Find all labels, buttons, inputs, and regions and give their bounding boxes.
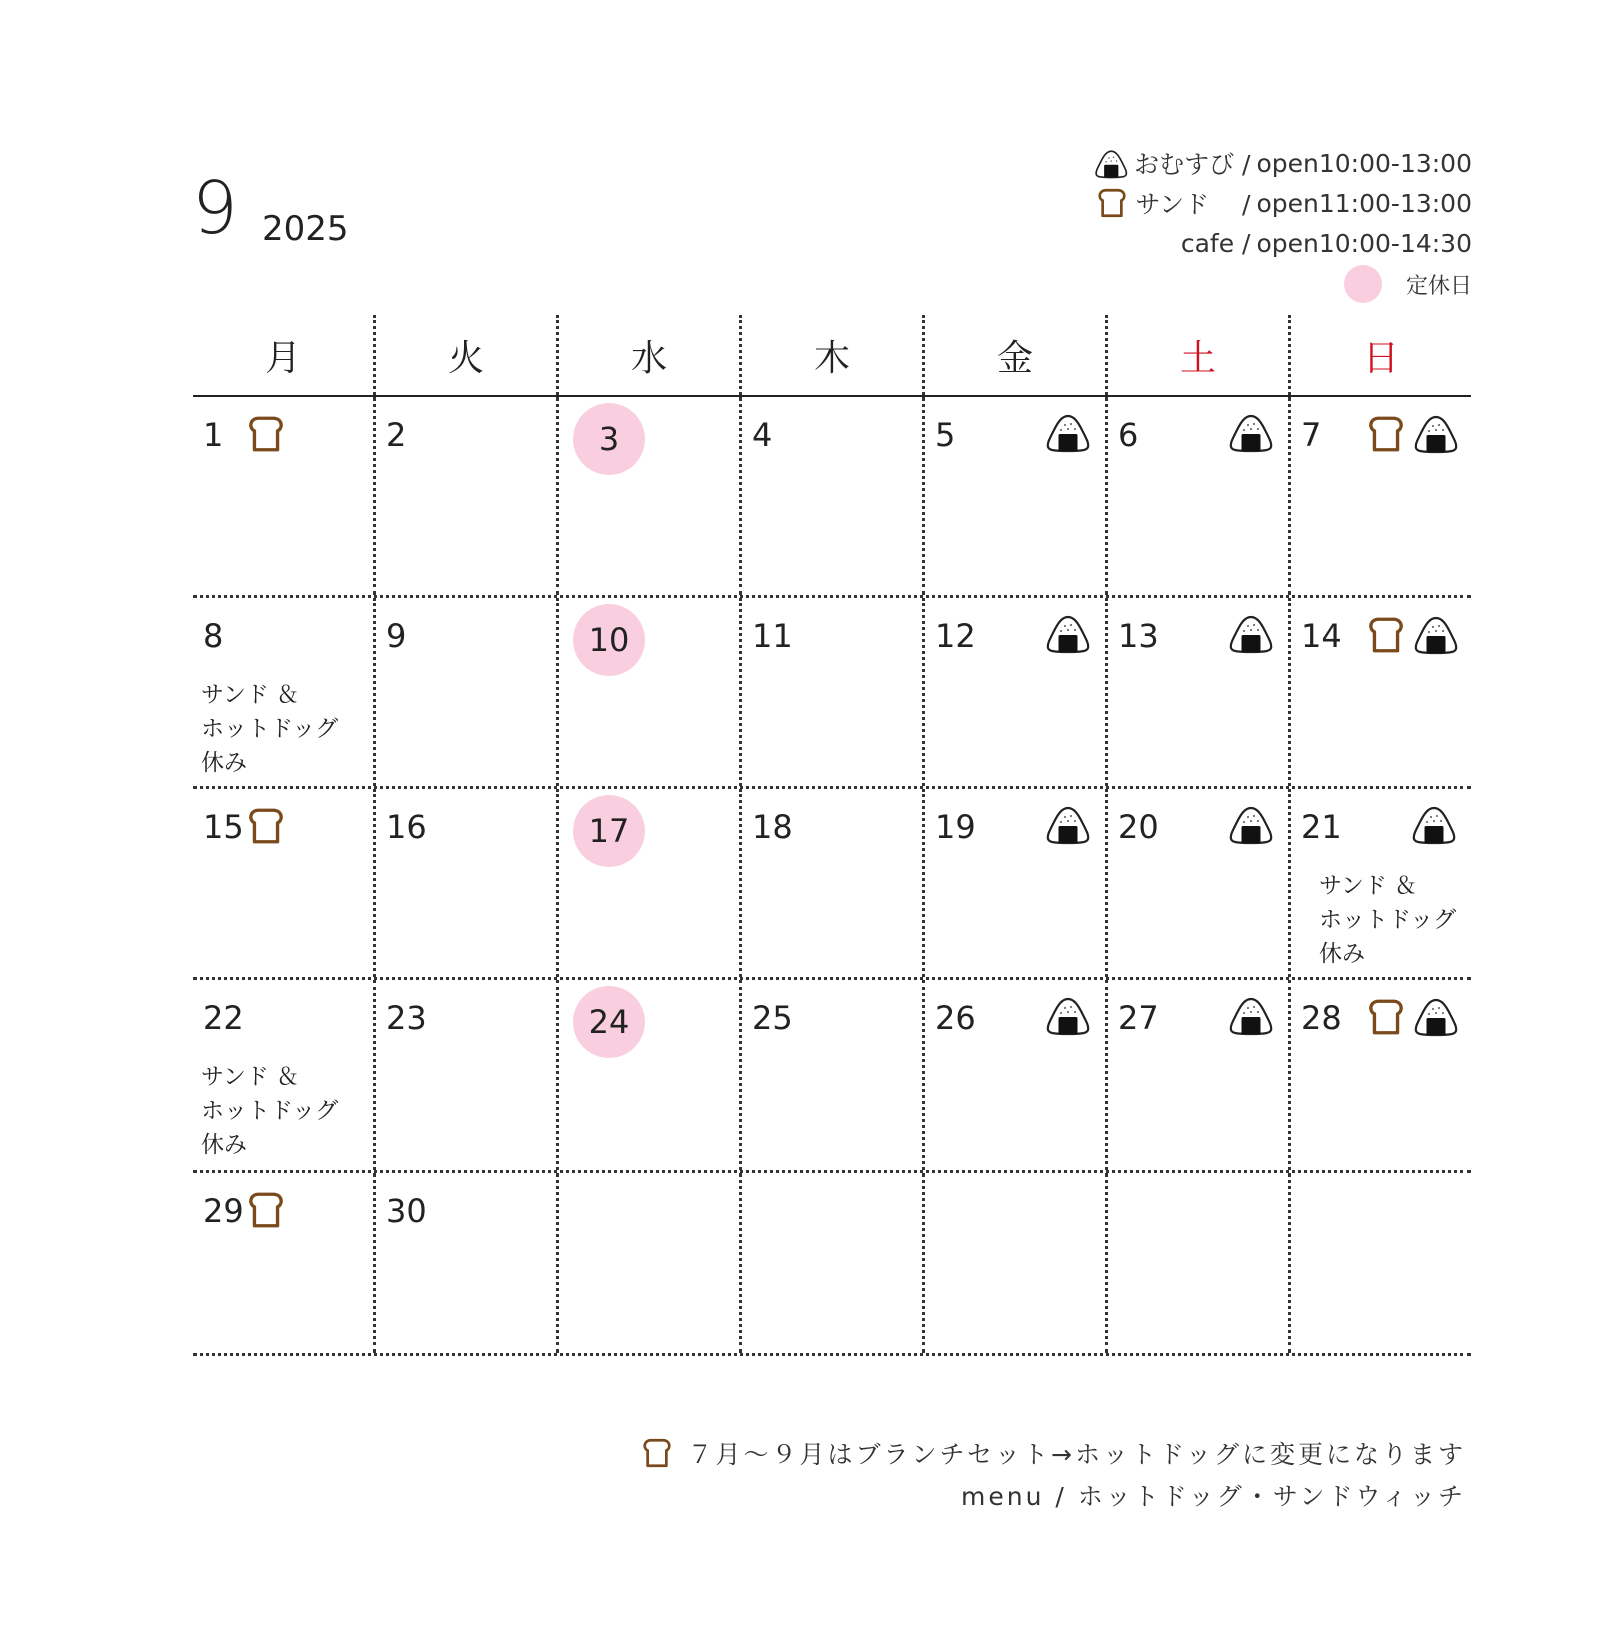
day-cell[interactable]: [559, 789, 742, 977]
day-cell[interactable]: [376, 598, 559, 786]
bread-icon: [1365, 996, 1407, 1038]
day-icons: [1365, 413, 1459, 455]
day-icons: [245, 805, 287, 847]
day-icons: [1228, 805, 1274, 845]
day-cell[interactable]: [925, 598, 1108, 786]
day-number: 2: [386, 416, 407, 454]
holiday-day-number: 24: [573, 986, 645, 1058]
day-cell[interactable]: [559, 598, 742, 786]
weekday-header: [193, 315, 1471, 397]
day-icons: [1228, 996, 1274, 1036]
day-number: 1: [203, 416, 224, 454]
onigiri-icon: [1228, 614, 1274, 654]
day-number: 27: [1118, 999, 1159, 1037]
legend-cafe-label: cafe /: [1180, 228, 1251, 258]
weekday-3: 木: [742, 315, 925, 395]
legend-holiday-label: 定休日: [1405, 273, 1472, 299]
legend-cafe-hours: open10:00-14:30: [1256, 228, 1472, 258]
footer-notice: ７月〜９月はブランチセット→ホットドッグに変更になります: [687, 1440, 1466, 1469]
calendar-grid: [193, 315, 1471, 1356]
day-cell[interactable]: [742, 397, 925, 595]
day-cell[interactable]: [559, 980, 742, 1170]
day-number: 6: [1118, 416, 1139, 454]
bread-icon: [1365, 614, 1407, 656]
day-number: 25: [752, 999, 793, 1037]
day-cell[interactable]: [1108, 598, 1291, 786]
legend-holiday: [1094, 263, 1472, 305]
day-cell[interactable]: [376, 397, 559, 595]
day-cell[interactable]: [193, 789, 376, 977]
day-cell: [559, 1173, 742, 1353]
day-number: 11: [752, 617, 793, 655]
year-label: 2025: [262, 209, 349, 249]
day-cell[interactable]: [742, 789, 925, 977]
footer-menu-row: [640, 1474, 1466, 1516]
day-cell[interactable]: [925, 980, 1108, 1170]
day-number: 22: [203, 999, 244, 1037]
onigiri-icon: [1228, 413, 1274, 453]
onigiri-icon: [1413, 997, 1459, 1037]
day-cell[interactable]: [193, 598, 376, 786]
day-note: サンド ＆ ホットドッグ 休み: [201, 1064, 339, 1158]
legend-omusubi: [1094, 143, 1472, 183]
day-cell[interactable]: [925, 789, 1108, 977]
day-number: 29: [203, 1192, 244, 1230]
onigiri-icon: [1045, 614, 1091, 654]
day-icons: [245, 1189, 287, 1231]
day-icons: [1045, 614, 1091, 654]
day-cell[interactable]: [193, 397, 376, 595]
legend: [1094, 143, 1472, 305]
day-number: 23: [386, 999, 427, 1037]
day-number: 14: [1301, 617, 1342, 655]
day-icons: [245, 413, 287, 455]
weekday-4: 金: [925, 315, 1108, 395]
day-number: 18: [752, 808, 793, 846]
day-cell: [1108, 1173, 1291, 1353]
footer: [640, 1432, 1466, 1516]
day-cell[interactable]: [376, 1173, 559, 1353]
onigiri-icon: [1045, 413, 1091, 453]
onigiri-icon: [1228, 805, 1274, 845]
day-cell[interactable]: [559, 397, 742, 595]
day-cell[interactable]: [742, 980, 925, 1170]
day-icons: [1228, 614, 1274, 654]
day-cell: [742, 1173, 925, 1353]
day-number: 9: [386, 617, 407, 655]
day-cell[interactable]: [1108, 980, 1291, 1170]
bread-icon: [245, 805, 287, 847]
holiday-day-number: 3: [573, 403, 645, 475]
day-icons: [1228, 413, 1274, 453]
calendar-week: [193, 598, 1471, 789]
onigiri-icon: [1411, 805, 1457, 845]
calendar-week: [193, 397, 1471, 598]
footer-notice-row: [640, 1432, 1466, 1474]
day-number: 20: [1118, 808, 1159, 846]
onigiri-icon: [1094, 148, 1129, 179]
onigiri-icon: [1228, 996, 1274, 1036]
day-cell[interactable]: [1291, 789, 1471, 977]
bread-icon: [640, 1436, 674, 1470]
day-number: 12: [935, 617, 976, 655]
weekday-6: 日: [1362, 337, 1399, 379]
day-cell: [1291, 1173, 1471, 1353]
calendar-week: [193, 789, 1471, 980]
day-icons: [1365, 996, 1459, 1038]
day-cell[interactable]: [925, 397, 1108, 595]
day-number: 8: [203, 617, 224, 655]
month-number: 9: [192, 166, 238, 250]
calendar-week: [193, 1173, 1471, 1356]
day-number: 13: [1118, 617, 1159, 655]
day-number: 28: [1301, 999, 1342, 1037]
day-cell: [925, 1173, 1108, 1353]
legend-cafe: [1094, 223, 1472, 263]
day-note: サンド ＆ ホットドッグ 休み: [201, 682, 339, 776]
day-cell[interactable]: [1291, 598, 1471, 786]
day-cell[interactable]: [193, 980, 376, 1170]
day-cell[interactable]: [1108, 397, 1291, 595]
bread-icon: [1365, 413, 1407, 455]
day-number: 19: [935, 808, 976, 846]
day-number: 30: [386, 1192, 427, 1230]
weekday-0: 月: [193, 315, 376, 395]
onigiri-icon: [1413, 414, 1459, 454]
day-number: 7: [1301, 416, 1322, 454]
day-icons: [1365, 614, 1459, 656]
day-number: 21: [1301, 808, 1342, 846]
day-cell[interactable]: [742, 598, 925, 786]
bread-icon: [245, 1189, 287, 1231]
day-number: 4: [752, 416, 773, 454]
footer-menu: menu / ホットドッグ・サンドウィッチ: [961, 1482, 1466, 1511]
legend-omusubi-label: おむすび /: [1134, 150, 1251, 179]
day-cell[interactable]: [193, 1173, 376, 1353]
calendar-weeks: [193, 397, 1471, 1356]
legend-sand-hours: open11:00-13:00: [1256, 188, 1472, 218]
day-cell[interactable]: [1291, 980, 1471, 1170]
holiday-dot-icon: [1344, 265, 1382, 303]
day-cell[interactable]: [1291, 397, 1471, 595]
calendar-week: [193, 980, 1471, 1173]
bread-icon: [245, 413, 287, 455]
onigiri-icon: [1045, 996, 1091, 1036]
day-icons: [1045, 805, 1091, 845]
legend-sand: [1094, 183, 1472, 223]
holiday-day-number: 10: [573, 604, 645, 676]
day-cell[interactable]: [1108, 789, 1291, 977]
weekday-5: 土: [1108, 315, 1291, 395]
weekday-2: 水: [559, 315, 742, 395]
day-cell[interactable]: [376, 980, 559, 1170]
day-cell[interactable]: [376, 789, 559, 977]
day-number: 16: [386, 808, 427, 846]
day-icons: [1045, 413, 1091, 453]
holiday-day-number: 17: [573, 795, 645, 867]
day-number: 15: [203, 808, 244, 846]
legend-sand-label: サンド /: [1135, 190, 1251, 219]
onigiri-icon: [1413, 615, 1459, 655]
bread-icon: [1095, 186, 1129, 220]
day-icons: [1411, 805, 1457, 845]
legend-omusubi-hours: open10:00-13:00: [1256, 148, 1472, 178]
weekday-1: 火: [376, 315, 559, 395]
day-note: サンド ＆ ホットドッグ 休み: [1319, 873, 1457, 967]
day-icons: [1045, 996, 1091, 1036]
day-number: 26: [935, 999, 976, 1037]
onigiri-icon: [1045, 805, 1091, 845]
day-number: 5: [935, 416, 956, 454]
